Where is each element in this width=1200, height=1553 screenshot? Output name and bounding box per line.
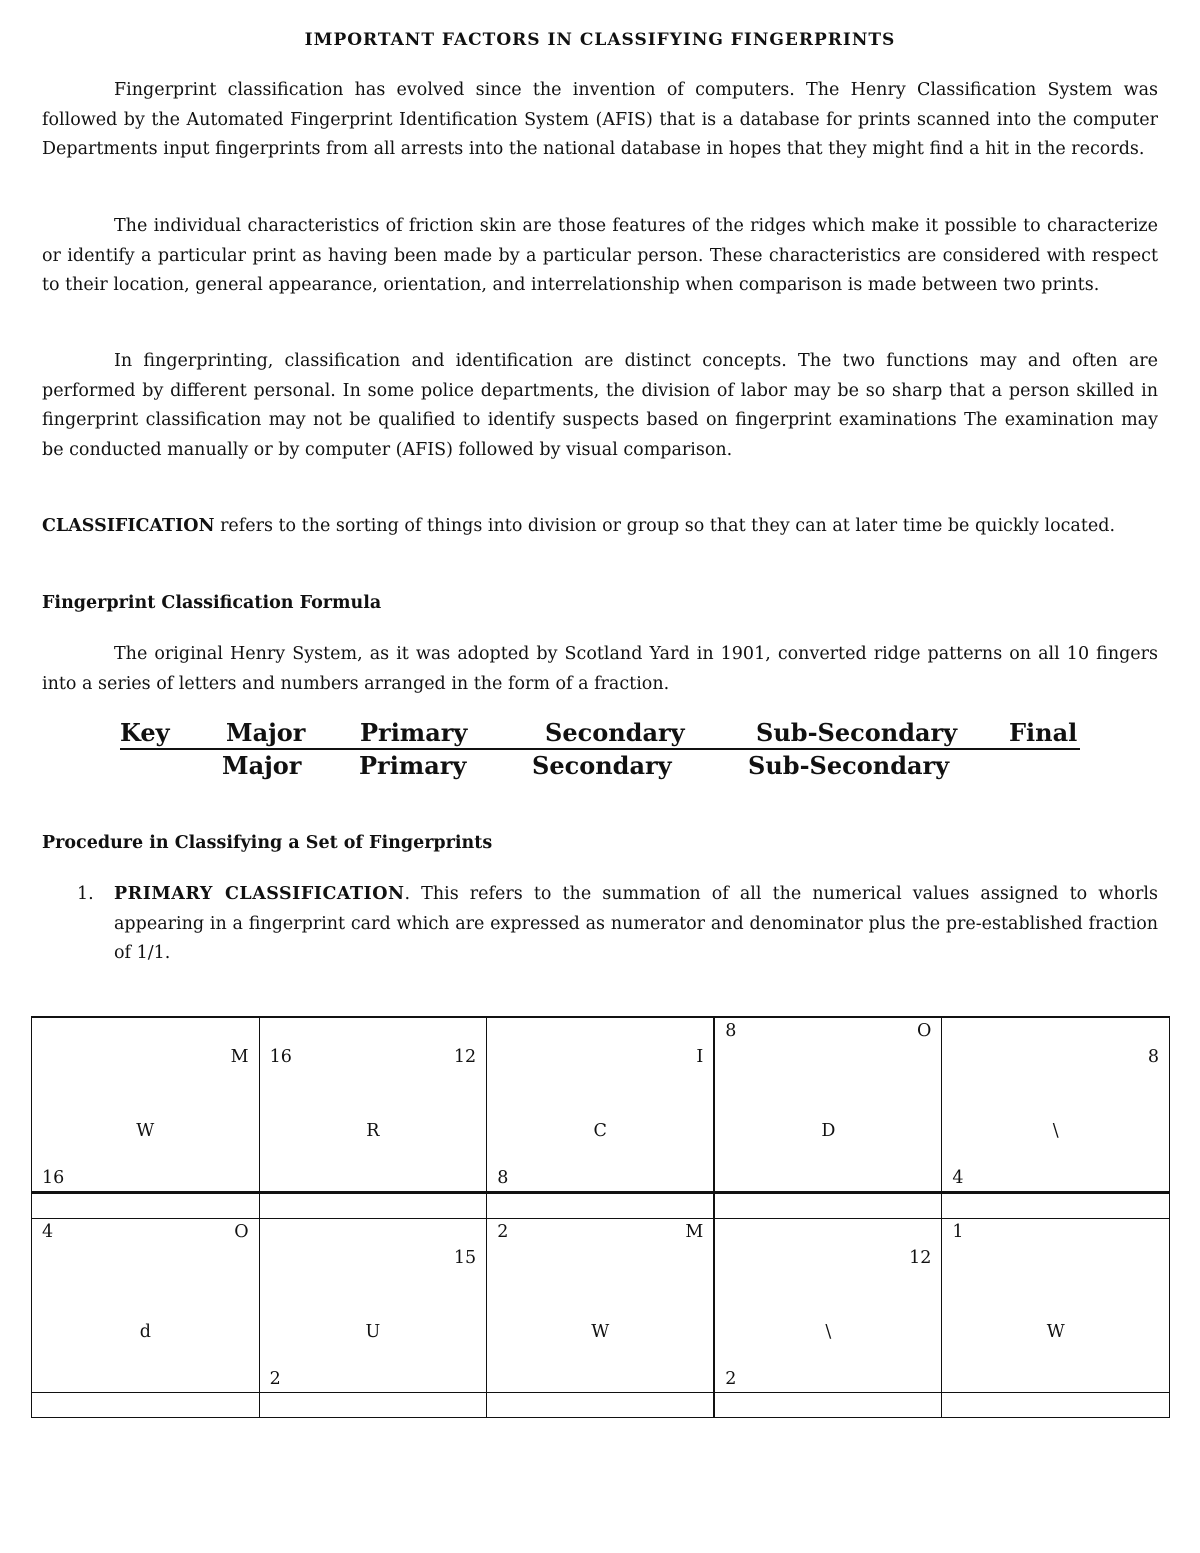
empty-cell bbox=[714, 1193, 942, 1219]
formula-subsecondary-numerator: Sub-Secondary bbox=[756, 718, 958, 747]
cell-value: 15 bbox=[453, 1248, 477, 1268]
formula-primary-numerator: Primary bbox=[360, 718, 468, 747]
paragraph-characteristics: The individual characteristics of friction skin are those features of the ridges which make it possible to characterize or identify a particular print as having been made by a particular person. These characteristics are considered with respect to their location, general appearance, orientation, and interrelationship when comparison is made between two prints. bbox=[42, 216, 1158, 296]
finger-cell bbox=[487, 1219, 715, 1393]
formula-secondary-numerator: Secondary bbox=[545, 718, 685, 747]
cell-mark: M bbox=[685, 1222, 704, 1242]
empty-cell bbox=[487, 1193, 715, 1219]
cell-value: 1 bbox=[952, 1222, 964, 1242]
finger-cell bbox=[714, 1219, 942, 1393]
cell-value: 16 bbox=[269, 1047, 292, 1067]
page-title: IMPORTANT FACTORS IN CLASSIFYING FINGERPRINTS bbox=[304, 30, 896, 50]
classification-term: CLASSIFICATION bbox=[42, 516, 215, 536]
cell-value: 4 bbox=[952, 1168, 964, 1188]
primary-classification-definition: . This refers to the summation of all the numerical values assigned to whorls appearing in a fingerprint card which are expressed as numerator and denominator plus the pre-established fraction of 1/1. bbox=[114, 884, 1158, 964]
cell-mark: I bbox=[696, 1047, 704, 1067]
finger-cell bbox=[714, 1017, 942, 1193]
list-number: 1. bbox=[77, 884, 94, 904]
finger-cell bbox=[32, 1017, 260, 1193]
formula-primary-denominator: Primary bbox=[359, 751, 467, 780]
procedure-heading: Procedure in Classifying a Set of Fingerprints bbox=[42, 833, 493, 853]
paragraph-henry-system: The original Henry System, as it was adopted by Scotland Yard in 1901, converted ridge patterns on all 10 fingers into a series of letters and numbers arranged in the form of a fraction. bbox=[42, 644, 1158, 694]
cell-pattern: R bbox=[366, 1121, 380, 1141]
cell-pattern: U bbox=[365, 1322, 381, 1342]
empty-cell bbox=[259, 1193, 487, 1219]
formula-final: Final bbox=[1009, 718, 1078, 747]
finger-cell bbox=[942, 1017, 1170, 1193]
cell-mark: M bbox=[230, 1047, 249, 1067]
empty-cell bbox=[259, 1393, 487, 1418]
cell-pattern: \ bbox=[1052, 1121, 1059, 1141]
cell-pattern: \ bbox=[825, 1322, 832, 1342]
list-item bbox=[42, 880, 1158, 970]
list-text bbox=[114, 880, 1158, 969]
paragraph-classification-definition bbox=[42, 512, 1158, 542]
empty-cell bbox=[32, 1393, 260, 1418]
classification-definition: refers to the sorting of things into division or group so that they can at later time be quickly located. bbox=[214, 516, 1116, 536]
paragraph-history: Fingerprint classification has evolved since the invention of computers. The Henry Classification System was followed by the Automated Fingerprint Identification System (AFIS) that is a database for prints scanned into the computer Departments input fingerprints from all arrests into the national database in hopes that they might find a hit in the records. bbox=[42, 80, 1158, 160]
finger-cell bbox=[487, 1017, 715, 1193]
empty-cell bbox=[942, 1393, 1170, 1418]
cell-value: 2 bbox=[497, 1222, 509, 1242]
cell-value: 16 bbox=[42, 1168, 65, 1188]
paragraph-concepts: In fingerprinting, classification and identification are distinct concepts. The two functions may and often are performed by different personal. In some police departments, the division of labor may be so sharp that a person skilled in fingerprint classification may not be qualified to identify suspects based on fingerprint examinations The examination may be conducted manually or by computer (AFIS) followed by visual comparison. bbox=[42, 351, 1158, 460]
empty-cell bbox=[32, 1193, 260, 1219]
cell-pattern: d bbox=[139, 1322, 151, 1342]
cell-value: 8 bbox=[497, 1168, 509, 1188]
primary-classification-term: PRIMARY CLASSIFICATION bbox=[114, 884, 405, 904]
empty-cell bbox=[714, 1393, 942, 1418]
table-row bbox=[32, 1017, 1170, 1193]
cell-value: 12 bbox=[909, 1248, 932, 1268]
cell-value: 4 bbox=[42, 1222, 54, 1242]
finger-cell bbox=[32, 1219, 260, 1393]
cell-mark: O bbox=[917, 1021, 932, 1041]
cell-value: 8 bbox=[725, 1021, 737, 1041]
cell-pattern: C bbox=[593, 1121, 607, 1141]
formula-fraction-bar bbox=[120, 748, 1080, 750]
cell-value: 12 bbox=[453, 1047, 477, 1067]
cell-pattern: W bbox=[136, 1121, 155, 1141]
finger-cell bbox=[259, 1017, 487, 1193]
formula-subsecondary-denominator: Sub-Secondary bbox=[748, 751, 950, 780]
finger-cell bbox=[942, 1219, 1170, 1393]
formula-key: Key bbox=[120, 718, 170, 747]
formula-heading: Fingerprint Classification Formula bbox=[42, 593, 382, 613]
finger-cell bbox=[259, 1219, 487, 1393]
fingerprint-card-table bbox=[31, 1016, 1170, 1418]
cell-pattern: W bbox=[1046, 1322, 1065, 1342]
empty-cell bbox=[942, 1193, 1170, 1219]
cell-value: 2 bbox=[269, 1369, 281, 1389]
empty-cell bbox=[487, 1393, 715, 1418]
table-row bbox=[32, 1393, 1170, 1418]
table-row bbox=[32, 1219, 1170, 1393]
cell-mark: O bbox=[234, 1222, 249, 1242]
cell-pattern: W bbox=[591, 1322, 610, 1342]
table-row bbox=[32, 1193, 1170, 1219]
formula-major-numerator: Major bbox=[226, 718, 306, 747]
cell-pattern: D bbox=[821, 1121, 836, 1141]
cell-value: 8 bbox=[1147, 1047, 1159, 1067]
formula-major-denominator: Major bbox=[222, 751, 302, 780]
cell-value: 2 bbox=[725, 1369, 737, 1389]
formula-secondary-denominator: Secondary bbox=[532, 751, 672, 780]
